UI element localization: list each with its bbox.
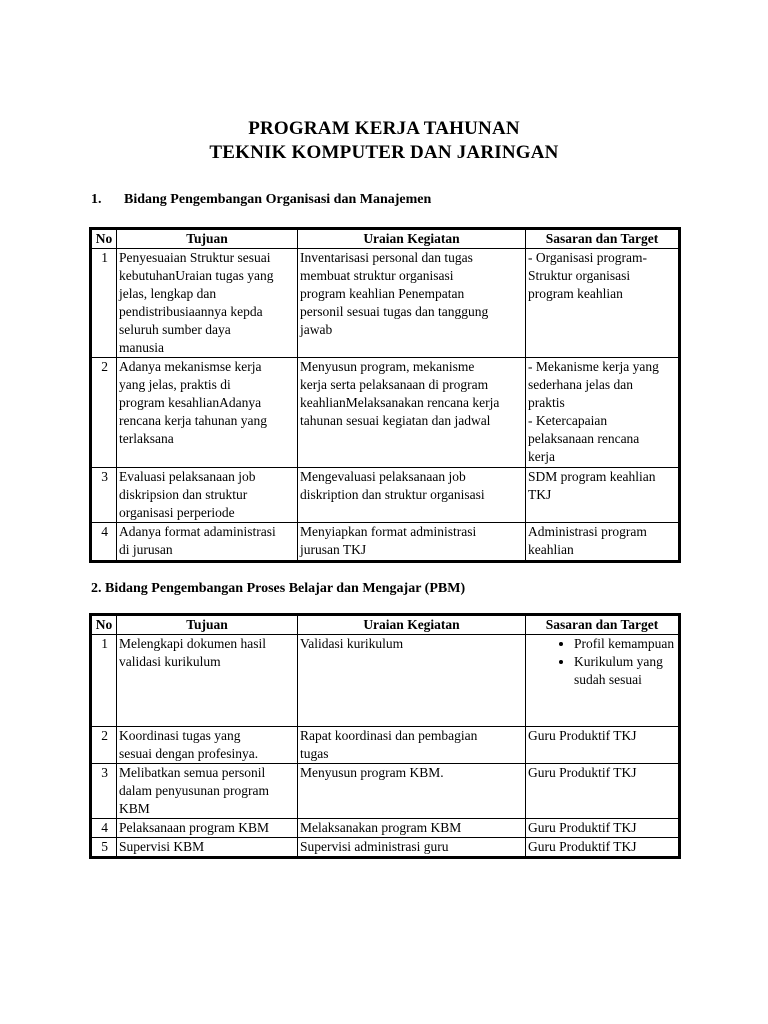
row-number: 3	[92, 468, 117, 523]
cell-line: validasi kurikulum	[119, 654, 221, 669]
cell-line: Guru Produktif TKJ	[528, 820, 637, 835]
cell-line: Mengevaluasi pelaksanaan job	[300, 469, 466, 484]
cell-line: terlaksana	[119, 431, 174, 446]
cell-line: keahlianMelaksanakan rencana kerja	[300, 395, 500, 410]
section1-title: Bidang Pengembangan Organisasi dan Manajemen	[124, 192, 432, 207]
header-sasaran: Sasaran dan Target	[526, 616, 679, 635]
cell-line: personil sesuai tugas dan tanggung	[300, 304, 489, 319]
cell-line: KBM	[119, 801, 150, 816]
cell-line: yang jelas, praktis di	[119, 377, 231, 392]
cell-line: kebutuhanUraian tugas yang	[119, 268, 274, 283]
cell-tujuan	[117, 764, 298, 819]
row-number: 3	[92, 764, 117, 819]
cell-line: rencana kerja tahunan yang	[119, 413, 268, 428]
cell-uraian	[298, 358, 526, 468]
cell-line: Guru Produktif TKJ	[528, 839, 637, 854]
cell-line: kerja serta pelaksanaan di program	[300, 377, 489, 392]
cell-line: dalam penyusunan program	[119, 783, 269, 798]
cell-line: tahunan sesuai kegiatan dan jadwal	[300, 413, 491, 428]
cell-line: - Mekanisme kerja yang	[528, 359, 659, 374]
cell-uraian	[298, 764, 526, 819]
cell-line: sesuai dengan profesinya.	[119, 746, 259, 761]
cell-sasaran	[526, 523, 679, 561]
cell-line: Rapat koordinasi dan pembagian	[300, 728, 478, 743]
cell-line: manusia	[119, 340, 164, 355]
cell-line: Melengkapi dokumen hasil	[119, 636, 266, 651]
cell-uraian	[298, 727, 526, 764]
header-no: No	[92, 616, 117, 635]
cell-line: jelas, lengkap dan	[119, 286, 217, 301]
cell-line: pelaksanaan rencana	[528, 431, 640, 446]
section2-table-body	[92, 635, 679, 857]
section2-table	[91, 615, 679, 857]
table-header-row	[92, 616, 679, 635]
cell-line: Pelaksanaan program KBM	[119, 820, 269, 835]
cell-line: di jurusan	[119, 542, 173, 557]
table-row	[92, 523, 679, 561]
row-number: 2	[92, 358, 117, 468]
cell-uraian	[298, 468, 526, 523]
cell-sasaran	[526, 468, 679, 523]
cell-tujuan	[117, 838, 298, 857]
bullet-item: • Kurikulum yang sudah sesuai	[574, 653, 676, 689]
header-uraian: Uraian Kegiatan	[298, 230, 526, 249]
cell-line: Koordinasi tugas yang	[119, 728, 241, 743]
row-number: 2	[92, 727, 117, 764]
cell-tujuan	[117, 635, 298, 727]
header-uraian: Uraian Kegiatan	[298, 616, 526, 635]
cell-line: Supervisi KBM	[119, 839, 205, 854]
cell-sasaran	[526, 249, 679, 358]
cell-line: Evaluasi pelaksanaan job	[119, 469, 256, 484]
document-title-line1: PROGRAM KERJA TAHUNAN	[248, 118, 520, 139]
cell-line: - Ketercapaian	[528, 413, 608, 428]
cell-line: SDM program keahlian	[528, 469, 656, 484]
cell-line: Administrasi program	[528, 524, 647, 539]
cell-line: TKJ	[528, 487, 552, 502]
cell-line: jurusan TKJ	[300, 542, 367, 557]
cell-sasaran	[526, 764, 679, 819]
cell-uraian	[298, 838, 526, 857]
section1-table	[91, 229, 679, 561]
cell-line: Supervisi administrasi guru	[300, 839, 449, 854]
table-row	[92, 838, 679, 857]
cell-line: Melaksanakan program KBM	[300, 820, 462, 835]
cell-line: Struktur organisasi	[528, 268, 631, 283]
header-tujuan: Tujuan	[117, 230, 298, 249]
cell-tujuan	[117, 819, 298, 838]
cell-line: praktis	[528, 395, 565, 410]
table-row	[92, 764, 679, 819]
cell-line: Adanya mekanismse kerja	[119, 359, 262, 374]
cell-line: tugas	[300, 746, 329, 761]
row-number: 5	[92, 838, 117, 857]
table-row	[92, 468, 679, 523]
cell-line: pendistribusiaannya kepda	[119, 304, 263, 319]
table-row	[92, 358, 679, 468]
cell-line: Menyusun program, mekanisme	[300, 359, 475, 374]
cell-line: Guru Produktif TKJ	[528, 728, 637, 743]
cell-line: kerja	[528, 449, 555, 464]
cell-line: Penyesuaian Struktur sesuai	[119, 250, 271, 265]
cell-line: - Organisasi program-	[528, 250, 647, 265]
cell-line: organisasi perperiode	[119, 505, 235, 520]
cell-uraian	[298, 523, 526, 561]
cell-line: Validasi kurikulum	[300, 636, 404, 651]
table-row	[92, 727, 679, 764]
table-row	[92, 819, 679, 838]
cell-line: Inventarisasi personal dan tugas	[300, 250, 473, 265]
cell-line: diskription dan struktur organisasi	[300, 487, 485, 502]
section2-title: 2. Bidang Pengembangan Proses Belajar dan Mengajar (PBM)	[91, 581, 466, 596]
cell-line: program keahlian Penempatan	[300, 286, 465, 301]
cell-line: Melibatkan semua personil	[119, 765, 266, 780]
cell-line: seluruh sumber daya	[119, 322, 231, 337]
cell-sasaran	[526, 727, 679, 764]
cell-line: Menyiapkan format administrasi	[300, 524, 477, 539]
cell-tujuan	[117, 727, 298, 764]
cell-line: program keahlian	[528, 286, 623, 301]
cell-line: membuat struktur organisasi	[300, 268, 454, 283]
cell-line: Adanya format adaministrasi	[119, 524, 276, 539]
cell-uraian	[298, 819, 526, 838]
section1-table-body	[92, 249, 679, 561]
cell-tujuan	[117, 249, 298, 358]
cell-line: Menyusun program KBM.	[300, 765, 444, 780]
section1-number: 1.	[91, 192, 102, 207]
table-header-row	[92, 230, 679, 249]
cell-line: Guru Produktif TKJ	[528, 765, 637, 780]
header-no: No	[92, 230, 117, 249]
cell-uraian	[298, 249, 526, 358]
cell-sasaran	[526, 635, 679, 727]
bullet-item: • Profil kemampuan	[574, 635, 676, 653]
cell-line: keahlian	[528, 542, 574, 557]
cell-sasaran	[526, 358, 679, 468]
cell-line: diskripsion dan struktur	[119, 487, 248, 502]
table-row	[92, 249, 679, 358]
header-tujuan: Tujuan	[117, 616, 298, 635]
cell-line: program kesahlianAdanya	[119, 395, 262, 410]
row-number: 4	[92, 819, 117, 838]
cell-tujuan	[117, 358, 298, 468]
cell-sasaran	[526, 838, 679, 857]
document-title-line2: TEKNIK KOMPUTER DAN JARINGAN	[209, 142, 559, 163]
cell-tujuan	[117, 468, 298, 523]
row-number: 4	[92, 523, 117, 561]
cell-tujuan	[117, 523, 298, 561]
cell-uraian	[298, 635, 526, 727]
cell-sasaran	[526, 819, 679, 838]
row-number: 1	[92, 635, 117, 727]
table-row	[92, 635, 679, 727]
row-number: 1	[92, 249, 117, 358]
cell-line: jawab	[300, 322, 333, 337]
bullet-list	[528, 635, 676, 689]
cell-line: sederhana jelas dan	[528, 377, 633, 392]
header-sasaran: Sasaran dan Target	[526, 230, 679, 249]
